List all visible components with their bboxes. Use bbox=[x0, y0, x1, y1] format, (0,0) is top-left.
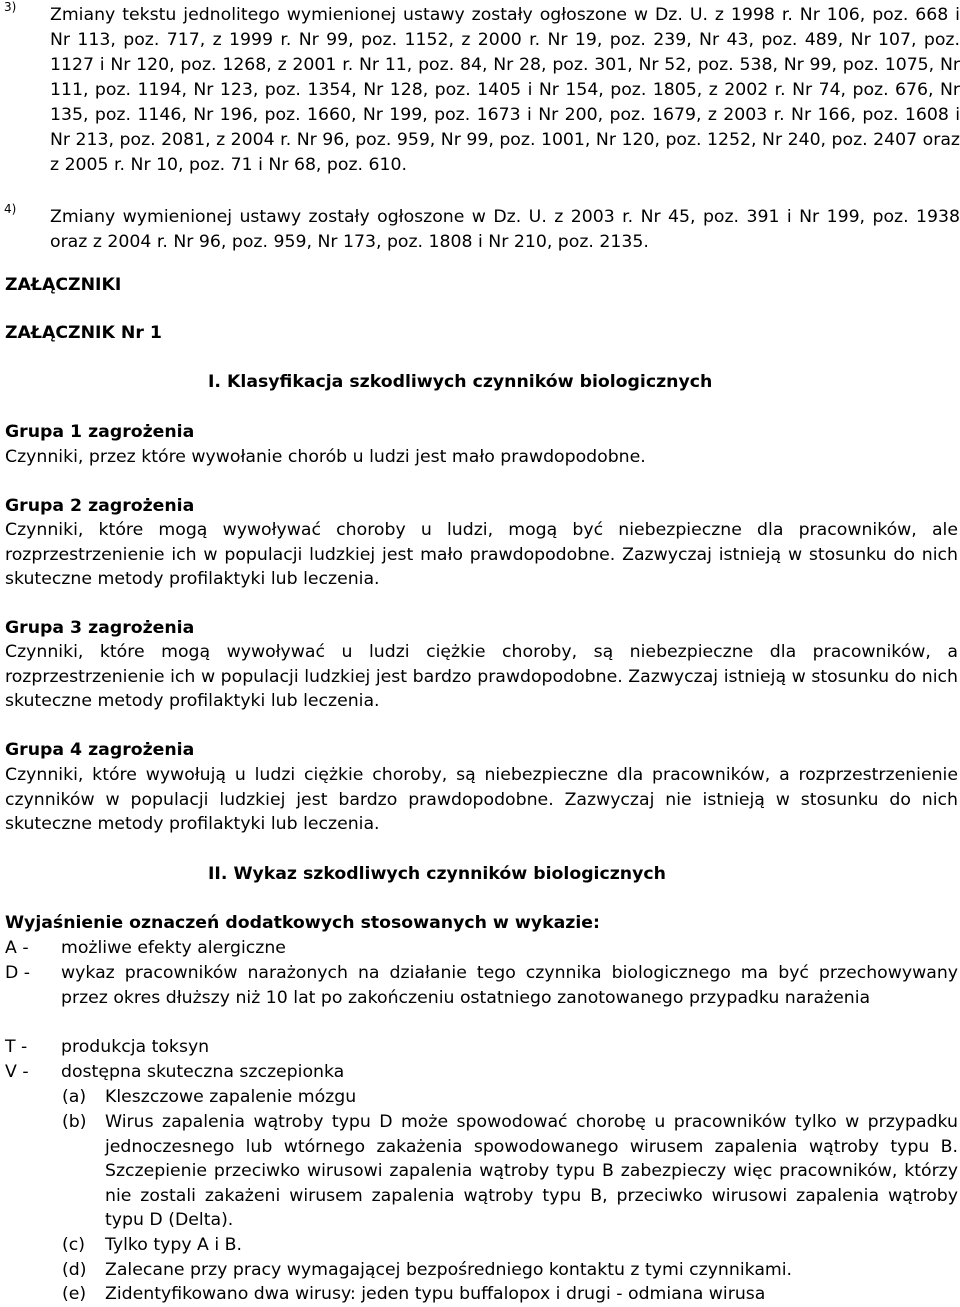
zalaczniki-heading: ZAŁĄCZNIKI bbox=[5, 275, 122, 295]
group-3-text: Czynniki, które mogą wywoływać u ludzi ciężkie choroby, są niebezpieczne dla pracowników, a rozprzestrzenienie ich w populacji ludzkiej jest bardzo prawdopodobne. Zazwyczaj istnieją w stosunku do nich skuteczne metody profilaktyki lub leczenia. bbox=[5, 642, 958, 711]
footnote-text: Zmiany wymienionej ustawy zostały ogłoszone w Dz. U. z 2003 r. Nr 45, poz. 391 i Nr 199, poz. 1938 oraz z 2004 r. Nr 96, poz. 959, Nr 173, poz. 1808 i Nr 210, poz. 2135. bbox=[50, 207, 960, 252]
legend-desc: możliwe efekty alergiczne bbox=[61, 938, 286, 958]
group-1-text: Czynniki, przez które wywołanie chorób u ludzi jest mało prawdopodobne. bbox=[5, 447, 646, 467]
note-desc: Tylko typy A i B. bbox=[105, 1235, 242, 1255]
section-2-heading: II. Wykaz szkodliwych czynników biologicznych bbox=[208, 864, 666, 884]
legend-desc: produkcja toksyn bbox=[61, 1037, 210, 1057]
legend-item-v bbox=[5, 1060, 958, 1085]
group-4-text: Czynniki, które wywołują u ludzi ciężkie choroby, są niebezpieczne dla pracowników, a rozprzestrzenienie czynników w populacji ludzkiej jest bardzo prawdopodobne. Zazwyczaj nie istnieją w stosunku do nich skuteczne metody profilaktyki lub leczenia. bbox=[5, 765, 958, 834]
note-desc: Wirus zapalenia wątroby typu D może spowodować chorobę u pracowników tylko w przypadku jednoczesnego lub wtórnego zakażenia spowodowanego wirusem zapalenia wątroby typu B. Szczepienie przeciwko wirusowi zapalenia wątroby typu B zabezpieczy więc pracowników, którzy nie zostali zakażeni wirusem zapalenia wątroby typu B, przeciwko wirusowi zapalenia wątroby typu D (Delta). bbox=[105, 1112, 958, 1230]
group-1-title: Grupa 1 zagrożenia bbox=[5, 422, 195, 442]
footnote-text: Zmiany tekstu jednolitego wymienionej ustawy zostały ogłoszone w Dz. U. z 1998 r. Nr 106, poz. 668 i Nr 113, poz. 717, z 1999 r. Nr 99, poz. 1152, z 2000 r. Nr 19, poz. 239, Nr 43, poz. 489, Nr 107, poz. 1127 i Nr 120, poz. 1268, z 2001 r. Nr 11, poz. 84, Nr 28, poz. 301, Nr 52, poz. 538, Nr 99, poz. 1075, Nr 111, poz. 1194, Nr 123, poz. 1354, Nr 128, poz. 1405 i Nr 154, poz. 1805, z 2002 r. Nr 74, poz. 676, Nr 135, poz. 1146, Nr 196, poz. 1660, Nr 199, poz. 1673 i Nr 200, poz. 1679, z 2003 r. Nr 166, poz. 1608 i Nr 213, poz. 2081, z 2004 r. Nr 96, poz. 959, Nr 99, poz. 1001, Nr 120, poz. 1252, Nr 240, poz. 2407 oraz z 2005 r. Nr 10, poz. 71 i Nr 68, poz. 610. bbox=[50, 5, 960, 175]
legend-code: A - bbox=[5, 938, 29, 958]
legend-code: D - bbox=[5, 963, 31, 983]
legend-title: Wyjaśnienie oznaczeń dodatkowych stosowanych w wykazie: bbox=[5, 913, 600, 933]
legend-note-b bbox=[62, 1110, 958, 1233]
note-code: (c) bbox=[62, 1235, 85, 1255]
legend-desc: wykaz pracowników narażonych na działanie tego czynnika biologicznego ma być przechowywany przez okres dłuższy niż 10 lat po zakończeniu ostatniego zanotowanego przypadku narażenia bbox=[61, 963, 958, 1008]
legend-note-e bbox=[62, 1282, 958, 1307]
note-code: (d) bbox=[62, 1260, 87, 1280]
note-code: (b) bbox=[62, 1112, 87, 1132]
group-2-title: Grupa 2 zagrożenia bbox=[5, 496, 195, 516]
legend-note-d bbox=[62, 1258, 958, 1283]
footnote-mark: 3) bbox=[4, 0, 17, 14]
note-code: (e) bbox=[62, 1284, 87, 1304]
legend-note-c bbox=[62, 1233, 958, 1258]
group-3-title: Grupa 3 zagrożenia bbox=[5, 618, 195, 638]
group-2-text: Czynniki, które mogą wywoływać choroby u ludzi, mogą być niebezpieczne dla pracowników, ale rozprzestrzenienie ich w populacji ludzkiej jest mało prawdopodobne. Zazwyczaj istnieją w stosunku do nich skuteczne metody profilaktyki lub leczenia. bbox=[5, 520, 958, 589]
legend-desc: dostępna skuteczna szczepionka bbox=[61, 1062, 345, 1082]
section-1-heading: I. Klasyfikacja szkodliwych czynników biologicznych bbox=[208, 372, 713, 392]
legend-code: T - bbox=[5, 1037, 28, 1057]
note-desc: Zidentyfikowano dwa wirusy: jeden typu buffalopox i drugi - odmiana wirusa bbox=[105, 1284, 766, 1304]
footnote-4 bbox=[0, 202, 960, 255]
legend-code: V - bbox=[5, 1062, 29, 1082]
legend-note-a bbox=[62, 1085, 958, 1110]
group-4-title: Grupa 4 zagrożenia bbox=[5, 740, 195, 760]
note-desc: Kleszczowe zapalenie mózgu bbox=[105, 1087, 357, 1107]
note-desc: Zalecane przy pracy wymagającej bezpośredniego kontaktu z tymi czynnikami. bbox=[105, 1260, 793, 1280]
legend-item-t bbox=[5, 1035, 958, 1060]
footnote-3 bbox=[0, 0, 960, 178]
zalacznik-nr1-heading: ZAŁĄCZNIK Nr 1 bbox=[5, 323, 162, 343]
footnote-mark: 4) bbox=[4, 202, 17, 216]
legend-item-d bbox=[5, 961, 958, 1011]
legend-item-a bbox=[5, 936, 958, 961]
note-code: (a) bbox=[62, 1087, 87, 1107]
